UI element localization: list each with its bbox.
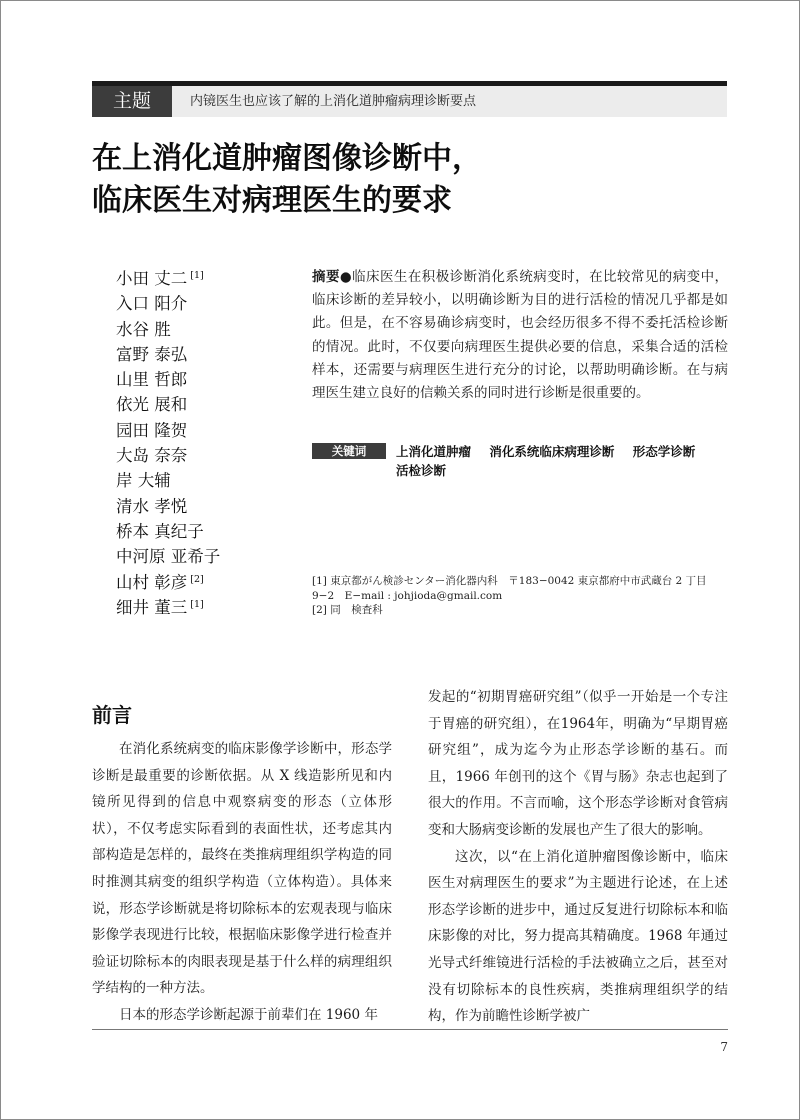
author: [116, 468, 286, 493]
footer-rule: [92, 1029, 728, 1030]
affiliations: [312, 574, 732, 618]
author-name: 岸 大辅: [116, 471, 171, 491]
author: [116, 342, 286, 367]
author: [116, 266, 286, 291]
keywords-label: 关键词: [312, 443, 386, 459]
author-list: [116, 266, 286, 620]
body-column-right: [428, 684, 728, 1030]
author: [116, 291, 286, 316]
author: [116, 595, 286, 620]
author: [116, 544, 286, 569]
topic-text: 内镜医生也应该了解的上消化道肿瘤病理诊断要点: [190, 94, 477, 109]
author-name: 桥本 真纪子: [116, 521, 204, 541]
keyword: 形态学诊断: [632, 444, 696, 459]
page-number: 7: [720, 1040, 728, 1054]
body-paragraph: 这次，以“在上消化道肿瘤图像诊断中，临床医生对病理医生的要求”为主题进行论述，在上述形态学诊断的进步中，通过反复进行切除标本和临床影像的对比，努力提高其精确度。1968 年通过光导式纤维镜进行活检的手法被确立之后，甚至对没有切除标本的良性疾病，类推病理组织学的结构，作为前瞻性诊断学被广: [428, 848, 728, 1025]
author-name: 园田 隆贺: [116, 420, 188, 440]
author-name: 入口 阳介: [116, 294, 188, 314]
body-paragraph: 日本的形态学诊断起源于前辈们在 1960 年: [119, 1006, 378, 1023]
affiliation-2: [2] 同 検査科: [312, 604, 383, 616]
author-name: 清水 孝悦: [116, 496, 188, 516]
title-line-2: 临床医生对病理医生的要求: [92, 183, 452, 218]
author-name: 细井 董三: [116, 597, 188, 617]
author-affiliation-ref: [1]: [190, 270, 204, 281]
author-affiliation-ref: [1]: [190, 598, 204, 610]
abstract-label: 摘要●: [312, 269, 353, 285]
title-line-1: 在上消化道肿瘤图像诊断中，: [92, 141, 482, 176]
author: [116, 570, 286, 595]
keywords-list: [396, 442, 716, 480]
author-name: 山村 彰彦: [116, 572, 188, 592]
article-title: [92, 138, 732, 222]
author: [116, 392, 286, 417]
author-name: 小田 丈二: [116, 269, 188, 288]
author: [116, 519, 286, 544]
author-name: 中河原 亚希子: [116, 547, 221, 567]
abstract: [312, 266, 728, 405]
author-name: 山里 哲郎: [116, 370, 188, 390]
body-column-left: [92, 700, 392, 1029]
body-paragraph-continued: 发起的“初期胃癌研究组”（似乎一开始是一个专注于胃癌的研究组），在1964年，明确为“早期胃癌研究组”，成为迄今为止形态学诊断的基石。而且，1966 年创刊的这个《胃与肠》杂志也起到了很大的作用。不言而喻，这个形态学诊断对食管病变和大肠病变诊断的发展也产生了很大的影响。: [428, 689, 728, 838]
body-paragraph: 在消化系统病变的临床影像学诊断中，形态学诊断是最重要的诊断依据。从 X 线造影所见和内镜所见得到的信息中观察病变的形态（立体形状），不仅考虑实际看到的表面性状，还考虑其内部构造是怎样的，最终在类推病理组织学构造的同时推测其病变的组织学构造（立体构造）。具体来说，形态学诊断就是将切除标本的宏观表现与临床影像学表现进行比较，根据临床影像学进行检查并验证切除标本的肉眼表现是基于什么样的病理组织学结构的一种方法。: [92, 741, 392, 997]
author-affiliation-ref: [2]: [190, 573, 204, 585]
author: [116, 367, 286, 392]
author: [116, 443, 286, 468]
keyword: 活检诊断: [396, 463, 447, 478]
keyword: 消化系统临床病理诊断: [489, 444, 615, 459]
author-name: 富野 泰弘: [116, 344, 188, 364]
abstract-text: 临床医生在积极诊断消化系统病变时，在比较常见的病变中，临床诊断的差异较小，以明确诊断为目的进行活检的情况几乎都是如此。但是，在不容易确诊病变时，也会经历很多不得不委托活检诊断的情况。此时，不仅要向病理医生提供必要的信息，采集合适的活检样本，还需要与病理医生进行充分的讨论，以帮助明确诊断。在与病理医生建立良好的信赖关系的同时进行诊断是很重要的。: [312, 269, 729, 402]
author-name: 水谷 胜: [116, 319, 171, 339]
section-title: 前言: [92, 703, 132, 727]
keyword: 上消化道肿瘤: [396, 444, 472, 459]
affiliation-1: [1] 東京都がん検診センター消化器内科 〒183−0042 東京都府中市武蔵台 2 丁目 9−2 E−mail : johjioda@gmail.com: [312, 575, 707, 602]
author: [116, 317, 286, 342]
topic-label: 主题: [92, 86, 172, 117]
author-name: 依光 展和: [116, 395, 188, 415]
author: [116, 418, 286, 443]
author: [116, 494, 286, 519]
author-name: 大岛 奈奈: [116, 446, 188, 466]
